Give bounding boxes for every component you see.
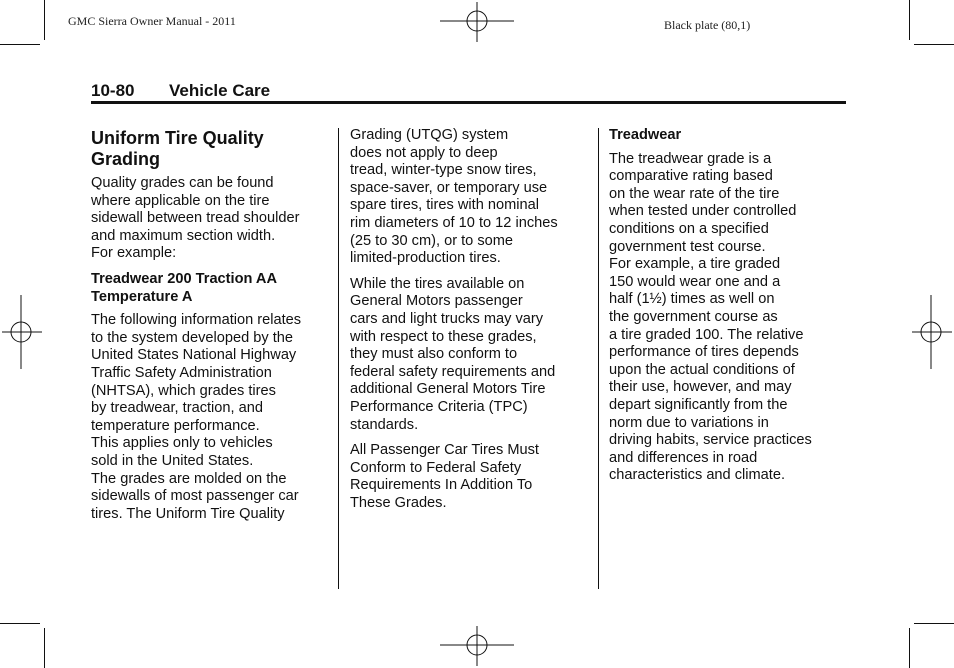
registration-mark-right-icon xyxy=(910,295,954,371)
column-3 xyxy=(609,127,849,493)
section-header xyxy=(91,81,270,101)
paragraph: While the tires available on General Motors passenger cars and light trucks may vary with respect to these grades, they must also conform to federal safety requirements and additional General Motors Tire Performance Criteria (TPC) standards. xyxy=(350,275,556,433)
manual-title: GMC Sierra Owner Manual - 2011 xyxy=(68,14,236,28)
subheading-treadwear-traction: Treadwear 200 Traction AA Temperature A xyxy=(91,270,278,305)
paragraph: Grading (UTQG) system does not apply to deep tread, winter-type snow tires, space-saver, or temporary use spare tires, tires with nominal rim diameters of 10 to 12 inches (25 to 30 cm), or to some limited-production tires. xyxy=(350,127,558,267)
paragraph: All Passenger Car Tires Must Conform to Federal Safety Requirements In Addition To These Grades. xyxy=(350,442,539,511)
registration-mark-bottom-icon xyxy=(440,624,516,668)
plate-label: Black plate (80,1) xyxy=(664,18,751,32)
column-2 xyxy=(350,127,590,520)
article-heading: Uniform Tire Quality Grading xyxy=(91,128,264,169)
registration-mark-top-icon xyxy=(440,0,516,44)
header-rule xyxy=(91,101,846,104)
paragraph: Quality grades can be found where applicable on the tire sidewall between tread shoulder and maximum section width. For example: xyxy=(91,175,300,262)
page-number: 10-80 xyxy=(91,81,135,100)
paragraph: The following information relates to the system developed by the United States National Highway Traffic Safety Administration (NHTSA), which grades tires by treadwear, traction, and temperature performance. This applies only to vehicles sold in the United States. The grades are molded on the sidewalls of most passenger car tires. The Uniform Tire Quality xyxy=(91,312,302,522)
column-divider-1 xyxy=(338,128,339,589)
column-divider-2 xyxy=(598,128,599,589)
section-title: Vehicle Care xyxy=(169,81,271,100)
registration-mark-left-icon xyxy=(0,295,44,371)
column-1 xyxy=(91,128,331,531)
paragraph: The treadwear grade is a comparative rating based on the wear rate of the tire when tested under controlled conditions on a specified government test course. For example, a tire graded 150 would wear one and a half (1½) times as well on the government course as a tire graded 100. The relative performance of tires depends upon the actual conditions of their use, however, and may depart significantly from the norm due to variations in driving habits, service practices and differences in road characteristics and climate. xyxy=(609,150,812,484)
subheading-treadwear: Treadwear xyxy=(609,127,682,143)
